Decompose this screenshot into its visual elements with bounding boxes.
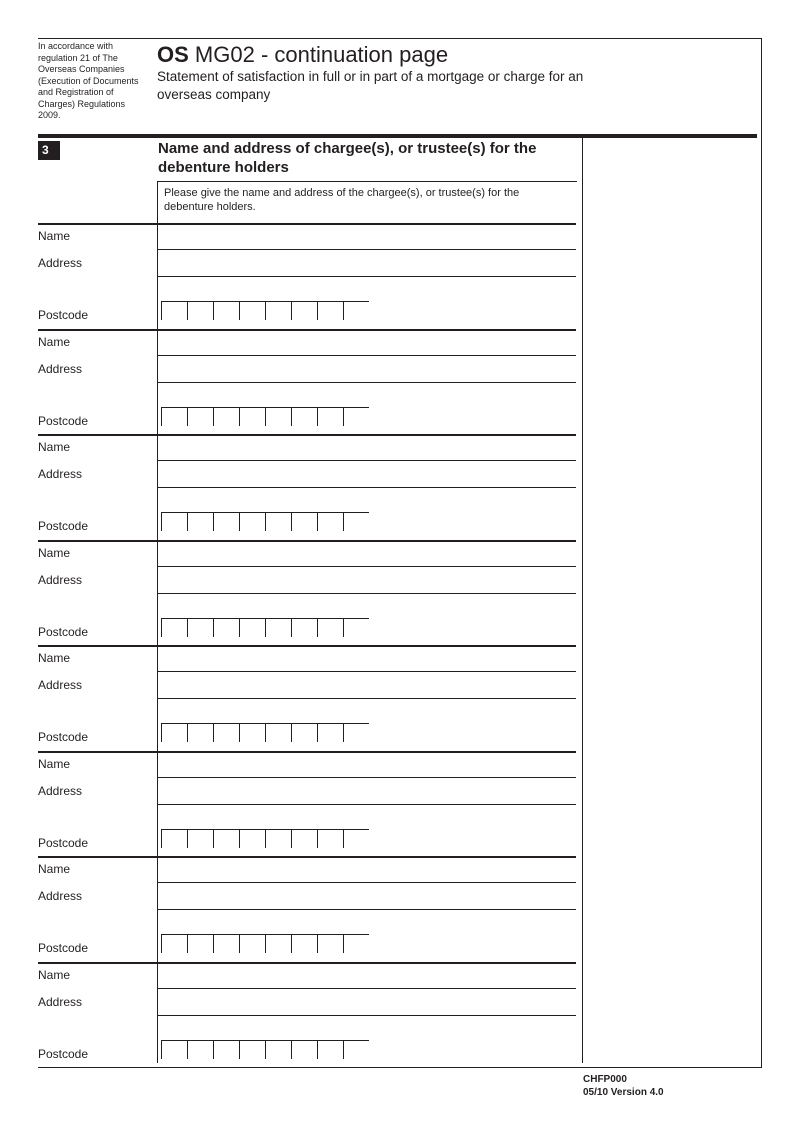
name-field-line (158, 777, 576, 778)
postcode-char-box[interactable] (187, 512, 213, 531)
name-field-line (158, 988, 576, 989)
postcode-char-box[interactable] (291, 723, 317, 742)
postcode-char-box[interactable] (291, 512, 317, 531)
address-input-line-1[interactable] (162, 674, 572, 696)
name-field-line (158, 460, 576, 461)
chargee-entries-list (38, 223, 576, 1067)
postcode-char-box[interactable] (213, 723, 239, 742)
address-label: Address (38, 572, 83, 587)
name-label: Name (38, 545, 71, 560)
postcode-char-box[interactable] (343, 407, 369, 426)
name-input[interactable] (162, 964, 572, 986)
name-input[interactable] (162, 225, 572, 247)
name-input[interactable] (162, 436, 572, 458)
address-input-line-2[interactable] (162, 595, 572, 617)
address-label: Address (38, 678, 83, 692)
name-input[interactable] (162, 331, 572, 353)
name-field-line (158, 249, 576, 250)
section-title: Name and address of chargee(s), or trustee(s) for the debenture holders (158, 140, 537, 176)
chargee-entry (38, 540, 576, 646)
address-line-1 (158, 804, 576, 805)
chargee-entry (38, 223, 576, 329)
address-input-line-2[interactable] (162, 278, 572, 300)
address-label: Address (38, 361, 83, 376)
postcode-char-box[interactable] (265, 301, 291, 320)
postcode-char-box[interactable] (161, 1040, 187, 1059)
name-label: Name (38, 862, 71, 876)
address-label: Address (38, 256, 83, 270)
form-reference: CHFP000 (583, 1074, 627, 1085)
postcode-char-box[interactable] (291, 618, 317, 637)
form-version: 05/10 Version 4.0 (583, 1087, 664, 1098)
postcode-label: Postcode (38, 413, 89, 428)
address-input-line-1[interactable] (162, 358, 572, 380)
postcode-char-box[interactable] (265, 512, 291, 531)
address-input-line-2[interactable] (162, 806, 572, 828)
chargee-entry (38, 645, 576, 751)
postcode-char-box[interactable] (187, 723, 213, 742)
postcode-label: Postcode (38, 941, 89, 955)
postcode-char-box[interactable] (343, 829, 369, 848)
postcode-char-box[interactable] (239, 829, 265, 848)
postcode-char-box[interactable] (187, 618, 213, 637)
postcode-char-box[interactable] (343, 934, 369, 953)
page-title (157, 41, 448, 69)
postcode-char-box[interactable] (317, 512, 343, 531)
postcode-char-box[interactable] (317, 829, 343, 848)
postcode-char-box[interactable] (187, 301, 213, 320)
name-input[interactable] (162, 858, 572, 880)
postcode-char-box[interactable] (213, 301, 239, 320)
name-input[interactable] (162, 542, 572, 564)
chargee-entry (38, 962, 576, 1068)
postcode-char-box[interactable] (343, 512, 369, 531)
postcode-char-box[interactable] (317, 934, 343, 953)
postcode-label: Postcode (38, 835, 89, 850)
address-input-line-1[interactable] (162, 463, 572, 485)
postcode-char-box[interactable] (265, 618, 291, 637)
name-label: Name (38, 334, 71, 349)
postcode-char-box[interactable] (343, 723, 369, 742)
postcode-label: Postcode (38, 1046, 89, 1061)
address-input-line-2[interactable] (162, 489, 572, 511)
address-label: Address (38, 994, 83, 1009)
postcode-char-box[interactable] (265, 829, 291, 848)
postcode-char-box[interactable] (343, 301, 369, 320)
address-line-1 (158, 276, 576, 277)
postcode-char-box[interactable] (265, 407, 291, 426)
postcode-char-box[interactable] (291, 829, 317, 848)
address-input-line-1[interactable] (162, 780, 572, 802)
postcode-char-box[interactable] (239, 934, 265, 953)
postcode-char-box[interactable] (161, 934, 187, 953)
postcode-char-box[interactable] (317, 407, 343, 426)
address-input-line-1[interactable] (162, 569, 572, 591)
postcode-char-box[interactable] (213, 1040, 239, 1059)
chargee-entry (38, 751, 576, 857)
chargee-entry (38, 856, 576, 962)
postcode-char-box[interactable] (291, 407, 317, 426)
header-divider (38, 134, 757, 138)
postcode-char-box[interactable] (317, 1040, 343, 1059)
name-label: Name (38, 229, 71, 243)
name-field-line (158, 566, 576, 567)
section-number-badge: 3 (38, 141, 60, 160)
form-bottom-rule (38, 1067, 762, 1068)
address-line-1 (158, 698, 576, 699)
address-label: Address (38, 889, 83, 903)
name-label: Name (38, 651, 71, 665)
postcode-char-box[interactable] (161, 407, 187, 426)
address-line-1 (158, 487, 576, 488)
postcode-label: Postcode (38, 730, 89, 744)
address-label: Address (38, 467, 83, 481)
postcode-char-box[interactable] (161, 829, 187, 848)
chargee-entry (38, 329, 576, 435)
postcode-char-box[interactable] (265, 723, 291, 742)
address-line-1 (158, 1015, 576, 1016)
postcode-char-box[interactable] (213, 512, 239, 531)
postcode-char-box[interactable] (187, 934, 213, 953)
address-input-line-2[interactable] (162, 700, 572, 722)
postcode-char-box[interactable] (213, 829, 239, 848)
postcode-char-box[interactable] (317, 618, 343, 637)
address-input-line-1[interactable] (162, 885, 572, 907)
form-title: MG02 - continuation page (194, 42, 449, 67)
postcode-char-box[interactable] (239, 407, 265, 426)
chargee-entry (38, 434, 576, 540)
address-input-line-1[interactable] (162, 991, 572, 1013)
postcode-char-box[interactable] (317, 723, 343, 742)
postcode-char-box[interactable] (213, 407, 239, 426)
postcode-char-box[interactable] (291, 934, 317, 953)
postcode-char-box[interactable] (187, 829, 213, 848)
postcode-char-box[interactable] (213, 618, 239, 637)
postcode-char-box[interactable] (161, 512, 187, 531)
name-label: Name (38, 967, 71, 982)
postcode-char-box[interactable] (239, 723, 265, 742)
postcode-char-box[interactable] (161, 618, 187, 637)
postcode-char-box[interactable] (265, 1040, 291, 1059)
instruction-text: Please give the name and address of the chargee(s), or trustee(s) for the debenture holders. (164, 187, 520, 213)
address-input-line-2[interactable] (162, 384, 572, 406)
page-subtitle: Statement of satisfaction in full or in part of a mortgage or charge for an overseas company (157, 69, 584, 102)
postcode-char-box[interactable] (161, 723, 187, 742)
postcode-label: Postcode (38, 624, 89, 639)
postcode-char-box[interactable] (343, 1040, 369, 1059)
address-line-1 (158, 593, 576, 594)
postcode-char-box[interactable] (239, 301, 265, 320)
form-code: OS (157, 42, 189, 67)
postcode-label: Postcode (38, 519, 89, 533)
postcode-char-box[interactable] (187, 407, 213, 426)
form-footer (583, 1073, 664, 1099)
address-label: Address (38, 783, 83, 798)
address-input-line-2[interactable] (162, 911, 572, 933)
name-field-line (158, 671, 576, 672)
postcode-char-box[interactable] (187, 1040, 213, 1059)
margin-column-divider (582, 138, 583, 1063)
name-input[interactable] (162, 753, 572, 775)
postcode-char-box[interactable] (239, 1040, 265, 1059)
postcode-char-box[interactable] (291, 1040, 317, 1059)
postcode-char-box[interactable] (265, 934, 291, 953)
legal-sidenote: In accordance with regulation 21 of The Overseas Companies (Execution of Documents and Registration of Charges) Regulations 2009. (38, 41, 139, 120)
postcode-char-box[interactable] (239, 512, 265, 531)
name-label: Name (38, 440, 71, 454)
name-input[interactable] (162, 647, 572, 669)
name-label: Name (38, 756, 71, 771)
postcode-label: Postcode (38, 308, 89, 322)
postcode-char-box[interactable] (343, 618, 369, 637)
name-field-line (158, 355, 576, 356)
postcode-char-box[interactable] (317, 301, 343, 320)
postcode-char-box[interactable] (213, 934, 239, 953)
postcode-char-box[interactable] (239, 618, 265, 637)
address-input-line-2[interactable] (162, 1017, 572, 1039)
address-input-line-1[interactable] (162, 252, 572, 274)
postcode-char-box[interactable] (161, 301, 187, 320)
name-field-line (158, 882, 576, 883)
address-line-1 (158, 382, 576, 383)
postcode-char-box[interactable] (291, 301, 317, 320)
address-line-1 (158, 909, 576, 910)
